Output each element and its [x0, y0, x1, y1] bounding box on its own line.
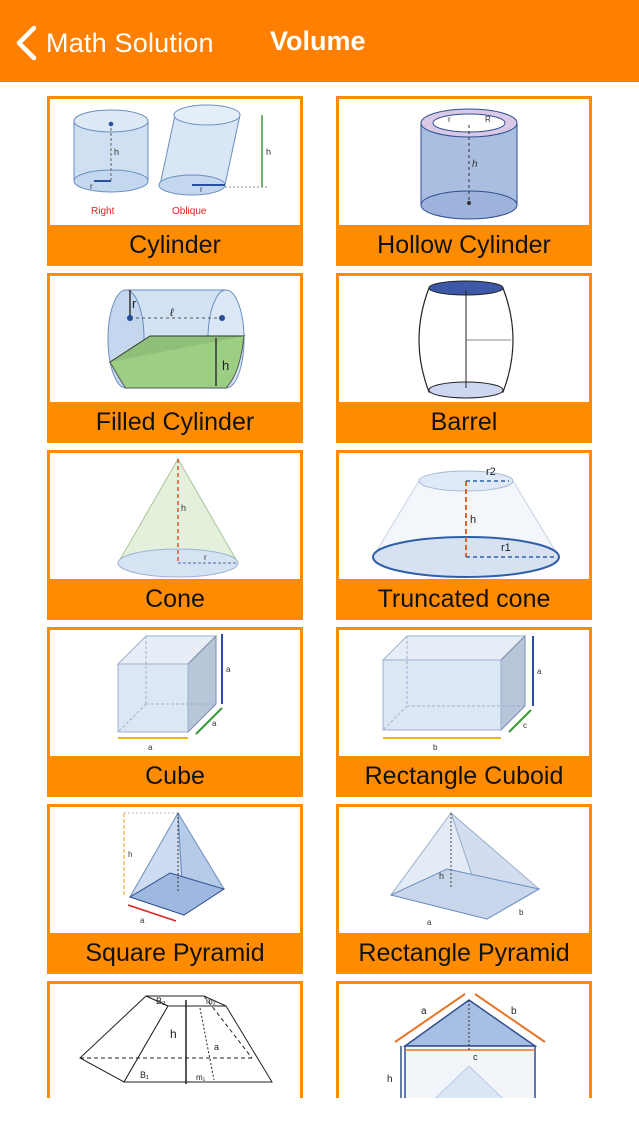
svg-text:Oblique: Oblique	[172, 206, 207, 217]
card-label: Hollow Cylinder	[339, 225, 589, 263]
svg-text:r: r	[132, 296, 137, 311]
card-barrel[interactable]	[336, 273, 592, 443]
svg-text:c: c	[523, 721, 527, 730]
card-frustum-pyramid[interactable]	[47, 981, 303, 1102]
svg-text:h: h	[387, 1074, 393, 1085]
svg-text:b: b	[511, 1006, 517, 1017]
card-hollow-cylinder[interactable]	[336, 96, 592, 266]
svg-text:a: a	[148, 743, 153, 752]
truncated-cone-figure	[339, 453, 589, 582]
card-label: Barrel	[339, 402, 589, 440]
rectangle-cuboid-figure	[339, 630, 589, 759]
cone-figure	[50, 453, 300, 582]
card-cone[interactable]	[47, 450, 303, 620]
bottom-area	[0, 1098, 639, 1136]
svg-text:m₂: m₂	[206, 997, 216, 1006]
svg-text:r: r	[204, 553, 207, 562]
svg-text:c: c	[473, 1052, 478, 1062]
card-label: Filled Cylinder	[50, 402, 300, 440]
cylinder-figure	[50, 99, 300, 228]
card-cube[interactable]	[47, 627, 303, 797]
svg-text:Right: Right	[91, 206, 115, 217]
svg-text:h: h	[114, 147, 120, 157]
prism-figure	[339, 984, 589, 1102]
svg-text:m₁: m₁	[196, 1073, 206, 1082]
svg-text:a: a	[427, 918, 432, 927]
svg-text:h: h	[472, 159, 478, 170]
back-label: Math Solution	[46, 27, 214, 58]
svg-text:a: a	[214, 1042, 220, 1052]
card-rectangle-pyramid[interactable]	[336, 804, 592, 974]
card-label: Truncated cone	[339, 579, 589, 617]
svg-text:r2: r2	[486, 466, 496, 478]
card-label: Cylinder	[50, 225, 300, 263]
hollow-cylinder-figure	[339, 99, 589, 228]
shape-grid	[0, 82, 639, 1102]
svg-text:r: r	[448, 115, 451, 124]
back-button[interactable]	[14, 24, 214, 62]
card-prism[interactable]	[336, 981, 592, 1102]
svg-text:r1: r1	[501, 542, 511, 554]
svg-text:a: a	[421, 1006, 427, 1017]
cube-figure	[50, 630, 300, 759]
svg-text:a: a	[212, 719, 217, 728]
card-truncated-cone[interactable]	[336, 450, 592, 620]
svg-text:ℓ: ℓ	[170, 307, 174, 319]
svg-text:b: b	[519, 908, 524, 917]
svg-text:h: h	[439, 871, 445, 881]
svg-text:r: r	[90, 182, 93, 191]
svg-text:a: a	[226, 665, 231, 674]
svg-text:a: a	[140, 916, 145, 925]
card-square-pyramid[interactable]	[47, 804, 303, 974]
card-rectangle-cuboid[interactable]	[336, 627, 592, 797]
svg-text:r: r	[200, 185, 203, 194]
rectangle-pyramid-figure	[339, 807, 589, 936]
card-label: Square Pyramid	[50, 933, 300, 971]
card-cylinder[interactable]	[47, 96, 303, 266]
nav-bar	[0, 0, 639, 82]
svg-text:h: h	[470, 514, 477, 526]
svg-text:h: h	[181, 503, 187, 513]
page-title: Volume	[270, 26, 366, 56]
filled-cylinder-figure	[50, 276, 300, 405]
barrel-figure	[339, 276, 589, 405]
card-label: Cube	[50, 756, 300, 794]
svg-text:a: a	[537, 667, 542, 676]
svg-text:B₁: B₁	[140, 1070, 150, 1080]
card-label: Rectangle Pyramid	[339, 933, 589, 971]
card-filled-cylinder[interactable]	[47, 273, 303, 443]
card-label: Cone	[50, 579, 300, 617]
frustum-pyramid-figure	[50, 984, 300, 1102]
svg-text:h: h	[128, 850, 133, 859]
svg-text:B₂: B₂	[156, 996, 166, 1006]
svg-text:h: h	[170, 1027, 177, 1041]
svg-text:h: h	[222, 358, 230, 373]
svg-text:h: h	[266, 147, 272, 157]
chevron-left-icon	[14, 25, 38, 61]
card-label: Rectangle Cuboid	[339, 756, 589, 794]
square-pyramid-figure	[50, 807, 300, 936]
svg-text:R: R	[485, 115, 491, 124]
svg-text:b: b	[433, 743, 438, 752]
